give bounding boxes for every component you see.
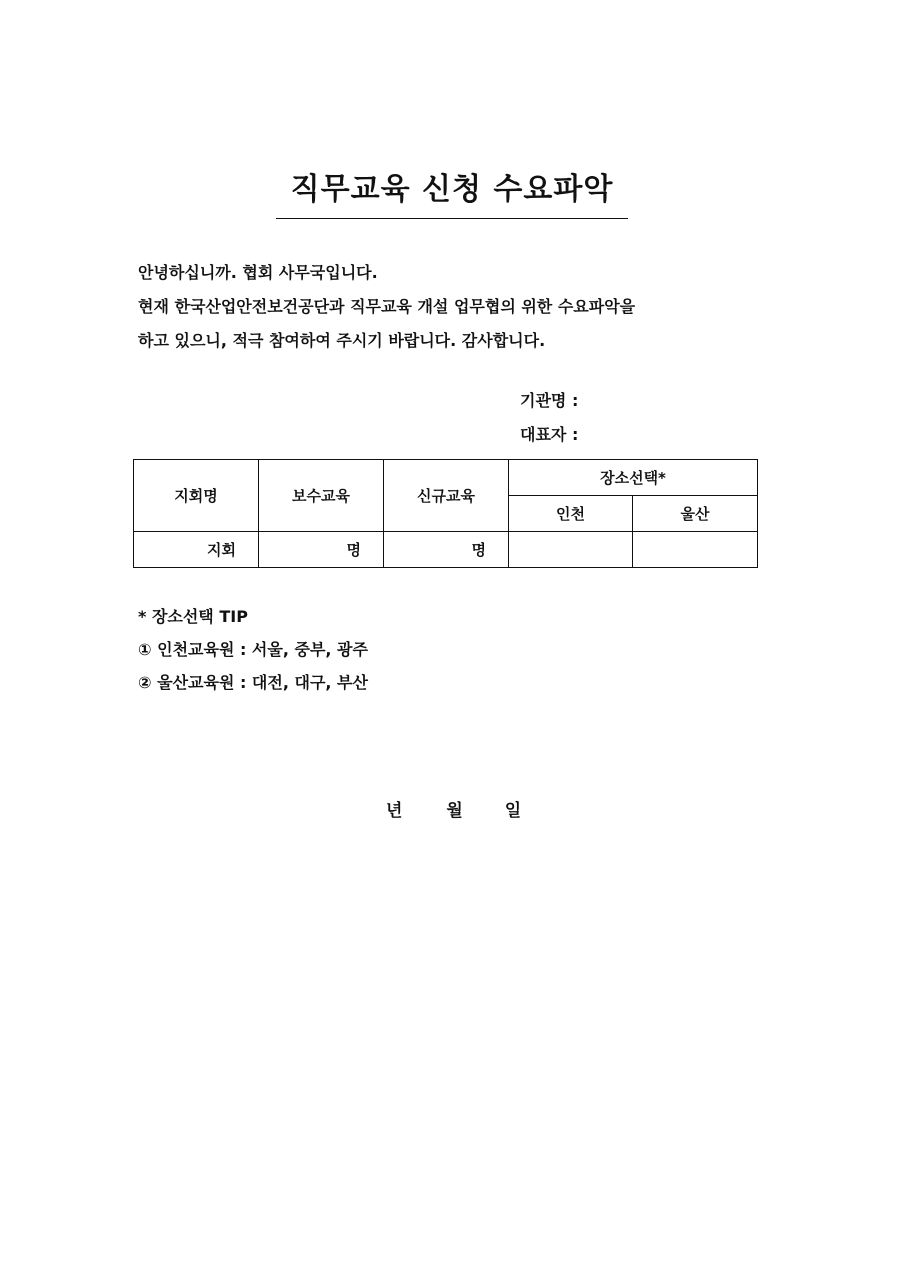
date-day: 일 bbox=[504, 801, 522, 821]
cell-incheon-select[interactable] bbox=[509, 532, 633, 568]
header-new-training: 신규교육 bbox=[384, 460, 509, 532]
location-tips bbox=[138, 600, 368, 699]
header-location-ulsan: 울산 bbox=[633, 496, 758, 532]
header-branch-name: 지회명 bbox=[134, 460, 259, 532]
header-refresher-training: 보수교육 bbox=[259, 460, 384, 532]
header-location-select: 장소선택* bbox=[509, 460, 758, 496]
intro-line: 하고 있으니, 적극 참여하여 주시기 바랍니다. 감사합니다. bbox=[138, 331, 546, 350]
tips-heading: * 장소선택 TIP bbox=[138, 607, 248, 626]
intro-line: 현재 한국산업안전보건공단과 직무교육 개설 업무협의 위한 수요파악을 bbox=[138, 297, 636, 316]
date-year: 년 bbox=[386, 801, 403, 821]
intro-line: 안녕하십니까. 협회 사무국입니다. bbox=[138, 263, 378, 282]
representative-label: 대표자 : bbox=[520, 425, 579, 444]
cell-new-count[interactable]: 명 bbox=[384, 532, 509, 568]
cell-branch-name[interactable]: 지회 bbox=[134, 532, 259, 568]
cell-ulsan-select[interactable] bbox=[633, 532, 758, 568]
intro-paragraph bbox=[138, 256, 778, 358]
cell-refresher-count[interactable]: 명 bbox=[259, 532, 384, 568]
tip-item: ② 울산교육원 : 대전, 대구, 부산 bbox=[138, 673, 368, 692]
date-month: 월 bbox=[446, 801, 463, 821]
survey-table bbox=[133, 459, 758, 568]
org-name-label: 기관명 : bbox=[520, 391, 579, 410]
document-title: 직무교육 신청 수요파악 bbox=[276, 164, 628, 219]
tip-item: ① 인천교육원 : 서울, 중부, 광주 bbox=[138, 640, 368, 659]
header-location-incheon: 인천 bbox=[509, 496, 633, 532]
date-line bbox=[386, 796, 521, 821]
